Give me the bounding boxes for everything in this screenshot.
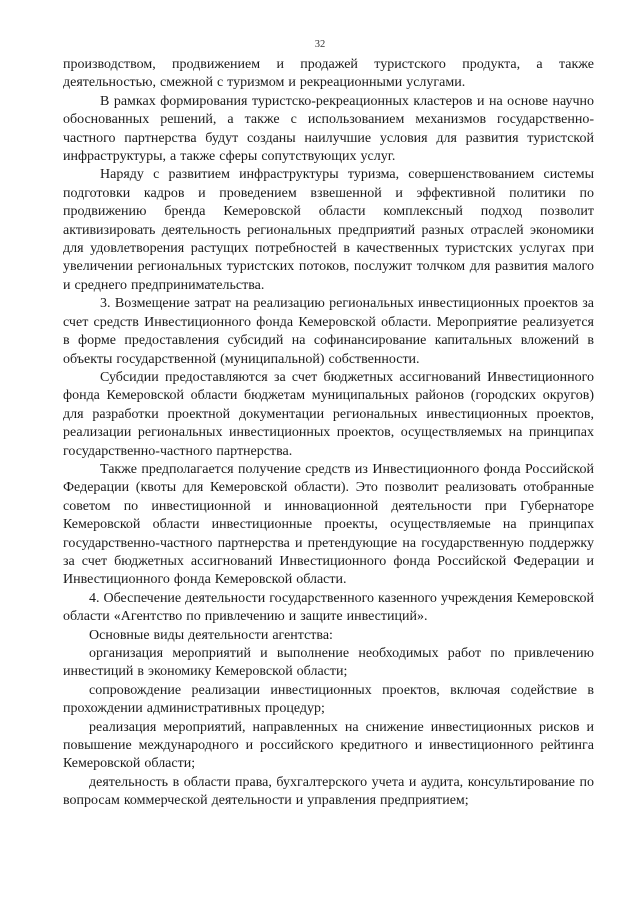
list-item: сопровождение реализации инвестиционных проектов, включая содействие в прохождении административных процедур; [63,682,594,717]
paragraph: производством, продвижением и продажей туристского продукта, а также деятельностью, смежной с туризмом и рекреационными услугами. [63,57,594,91]
paragraph: 4. Обеспечение деятельности государственного казенного учреждения Кемеровской области «Агентство по привлечению и защите инвестиций». [63,590,594,625]
document-body [63,56,594,811]
paragraph: Наряду с развитием инфраструктуры туризма, совершенствованием системы подготовки кадров и проведением взвешенной и эффективной политики по продвижению бренда Кемеровской области комплексный подход позволит активизировать деятельность региональных предприятий разных отраслей экономики для удовлетворения растущих потребностей в качественных туристских услугах при увеличении региональных туристских потоков, послужит толчком для развития малого и среднего предпринимательства. [63,167,594,293]
paragraph: Основные виды деятельности агентства: [89,627,333,643]
paragraph: В рамках формирования туристско-рекреационных кластеров и на основе научно обоснованных решений, а также с использованием механизмов государственно-частного партнерства будут созданы наилучшие условия для развития туристской инфраструктуры, а также сферы сопутствующих услуг. [63,93,594,165]
paragraph: Также предполагается получение средств из Инвестиционного фонда Российской Федерации (квоты для Кемеровской области). Это позволит реализовать отобранные советом по инвестиционной и инновационной деятельности при Губернаторе Кемеровской области инвестиционные проекты, осуществляемые на принципах государственно-частного партнерства и претендующие на государственную поддержку за счет бюджетных ассигнований Инвестиционного фонда Российской Федерации и Инвестиционного фонда Кемеровской области. [63,461,594,588]
list-item: реализация мероприятий, направленных на снижение инвестиционных рисков и повышение международного и российского кредитного и инвестиционного рейтинга Кемеровской области; [63,719,594,772]
page-number: 32 [314,39,326,50]
list-item: организация мероприятий и выполнение необходимых работ по привлечению инвестиций в экономику Кемеровской области; [63,646,594,680]
list-item: деятельность в области права, бухгалтерского учета и аудита, консультирование по вопросам коммерческой деятельности и управления предприятием; [63,774,594,809]
paragraph: 3. Возмещение затрат на реализацию региональных инвестиционных проектов за счет средств Инвестиционного фонда Кемеровской области. Мероприятие реализуется в форме предоставления субсидий на софинансирование капитальных вложений в объекты государственной (муниципальной) собственности. [63,296,594,367]
paragraph: Субсидии предоставляются за счет бюджетных ассигнований Инвестиционного фонда Кемеровской области бюджетам муниципальных районов (городских округов) для разработки проектной документации региональных инвестиционных проектов, реализации региональных инвестиционных проектов, осуществляемых на принципах государственно-частного партнерства. [63,369,594,459]
